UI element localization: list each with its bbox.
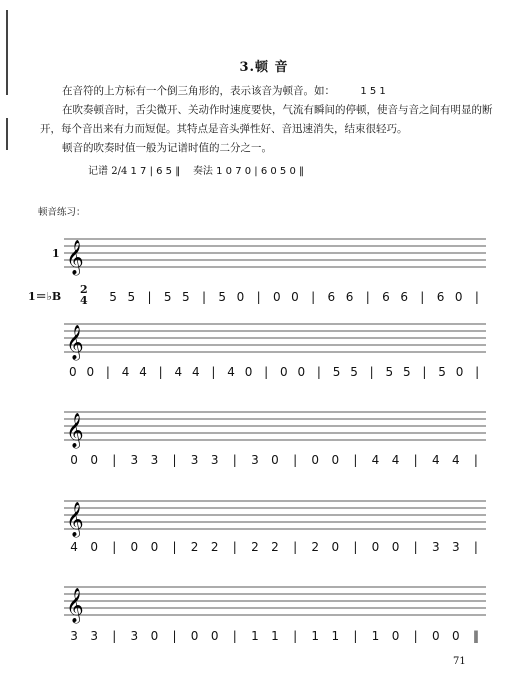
barline: | [172,540,177,554]
barline: | [112,453,117,467]
barline: | [264,365,269,379]
barline: | [256,290,261,304]
barline: | [413,540,418,554]
numbered-note: 4 [192,365,200,379]
example-notes: 1 5 1 [360,86,386,97]
numbered-note: 6 [436,290,445,304]
numbered-note: 4 [452,453,460,467]
barline: | [112,540,117,554]
numbered-note: 0 [452,629,460,643]
barline: | [413,629,418,643]
barline: ‖ [472,629,479,643]
numbered-note: 4 [70,540,78,554]
notation-label: 记谱 [88,166,108,177]
treble-clef-icon: 𝄞 [66,325,84,360]
numbered-note: 0 [371,540,380,554]
key-signature-label: 1＝♭B [28,290,62,303]
numbered-note: 1 [331,629,340,643]
section-title: 3.顿 音 [239,60,289,75]
performance-label: 奏法 [192,166,213,177]
numbered-note: 0 [90,453,98,467]
numbered-note: 3 [90,629,98,643]
barline: | [316,365,321,379]
numbered-note: 6 [345,290,354,304]
numbered-note: 2 [251,540,259,554]
barline: | [420,290,425,304]
numbered-note: 0 [331,453,340,467]
numbered-note: 3 [251,453,259,467]
numbered-note: 5 [163,290,172,304]
numbered-note: 0 [271,453,279,467]
barline: | [112,629,117,643]
numbered-note: 0 [331,540,340,554]
numbered-note: 0 [391,540,400,554]
numbered-note: 3 [150,453,159,467]
barline: | [211,365,216,379]
time-signature-top: 2 [111,166,118,177]
numbered-note: 0 [454,290,463,304]
numbered-note: 0 [272,290,281,304]
numbered-note: 4 [121,365,130,379]
barline: | [172,629,177,643]
barline: | [474,290,479,304]
numbered-note: 3 [431,540,440,554]
numbered-note: 1 [251,629,259,643]
numbered-note: 2 [210,540,219,554]
numbered-note: 5 [182,290,190,304]
numbered-note: 6 [382,290,390,304]
treble-clef-icon: 𝄞 [66,502,84,537]
numbered-note: 3 [190,453,199,467]
barline: | [232,629,237,643]
numbered-note: 5 [218,290,227,304]
barline: | [158,365,163,379]
exercise-number: 1 [52,247,60,260]
numbered-note: 5 [127,290,136,304]
numbered-note: 5 [332,365,341,379]
numbered-note: 0 [455,365,464,379]
numbered-note: 3 [130,453,139,467]
exercise-time-bottom: 4 [80,294,88,307]
numbered-note: 0 [236,290,245,304]
numbered-note: 0 [90,540,98,554]
numbered-note: 0 [210,629,219,643]
barline: | [353,540,358,554]
barline: | [353,629,358,643]
treble-clef-icon: 𝄞 [66,588,84,623]
staccato-rhythm-example: 记谱 2/4 1 7 | 6 5 ‖ 奏法 1 0 7 0 | 6 0 5 0 ‖ [88,166,305,177]
numbered-note: 4 [431,453,440,467]
numbered-note: 0 [150,629,159,643]
barline: | [473,453,478,467]
numbered-note: 0 [244,365,253,379]
numbered-note: 3 [130,629,139,643]
numbered-note: 0 [68,365,77,379]
barline: | [353,453,358,467]
performance-value: 1 0 7 0 | 6 0 5 0 ‖ [216,166,305,177]
numbered-note: 0 [190,629,199,643]
numbered-note: 1 [371,629,380,643]
numbered-note: 6 [400,290,408,304]
exercise-label: 顿音练习： [38,207,86,218]
numbered-note: 4 [139,365,147,379]
barline: | [365,290,370,304]
numbered-note: 0 [297,365,306,379]
numbered-note: 5 [438,365,446,379]
numbered-note: 0 [86,365,95,379]
numbered-note: 3 [452,540,460,554]
paragraph-2: 在吹奏顿音时，舌尖微开、关动作时速度要快，气流有瞬间的停顿，使音与音之间有明显的断开，每个音出来有力而短促。其特点是音头弹性好、音迅速消失，结束很轻巧。 [40,104,493,135]
numbered-note: 5 [350,365,358,379]
treble-clef-icon: 𝄞 [66,413,84,448]
numbered-note: 4 [227,365,235,379]
numbered-note: 0 [279,365,288,379]
barline: | [105,365,110,379]
numbered-note: 0 [391,629,400,643]
barline: | [147,290,152,304]
numbered-note: 4 [174,365,183,379]
notation-value: 1 7 | 6 5 ‖ [130,166,181,177]
numbered-note: 0 [291,290,299,304]
numbered-note: 5 [403,365,411,379]
page-number: 71 [453,656,466,667]
numbered-note: 5 [385,365,394,379]
numbered-note: 0 [311,453,320,467]
numbered-note: 3 [70,629,78,643]
numbered-note: 2 [311,540,320,554]
barline: | [293,540,298,554]
numbered-note: 2 [190,540,199,554]
paragraph-1: 在音符的上方标有一个倒三角形的，表示该音为顿音。如： [62,85,335,97]
barline: | [232,453,237,467]
numbered-note: 5 [109,290,117,304]
barline: | [293,453,298,467]
barline: | [475,365,480,379]
numbered-note: 6 [327,290,336,304]
barline: | [172,453,177,467]
barline: | [422,365,427,379]
exercise-time-top: 2 [80,283,88,296]
numbered-note: 0 [431,629,440,643]
numbered-note: 1 [271,629,279,643]
barline: | [232,540,237,554]
barline: | [311,290,316,304]
barline: | [413,453,418,467]
numbered-note: 0 [130,540,139,554]
barline: | [369,365,374,379]
numbered-note: 0 [70,453,78,467]
numbered-note: 4 [391,453,400,467]
barline: | [293,629,298,643]
paragraph-3: 顿音的吹奏时值一般为记谱时值的二分之一。 [62,142,272,154]
numbered-note: 2 [271,540,279,554]
numbered-note: 1 [311,629,320,643]
barline: | [473,540,478,554]
treble-clef-icon: 𝄞 [66,240,84,275]
barline: | [202,290,207,304]
numbered-note: 4 [371,453,380,467]
time-signature-bottom: 4 [120,166,128,177]
numbered-note: 3 [210,453,219,467]
numbered-note: 0 [150,540,159,554]
